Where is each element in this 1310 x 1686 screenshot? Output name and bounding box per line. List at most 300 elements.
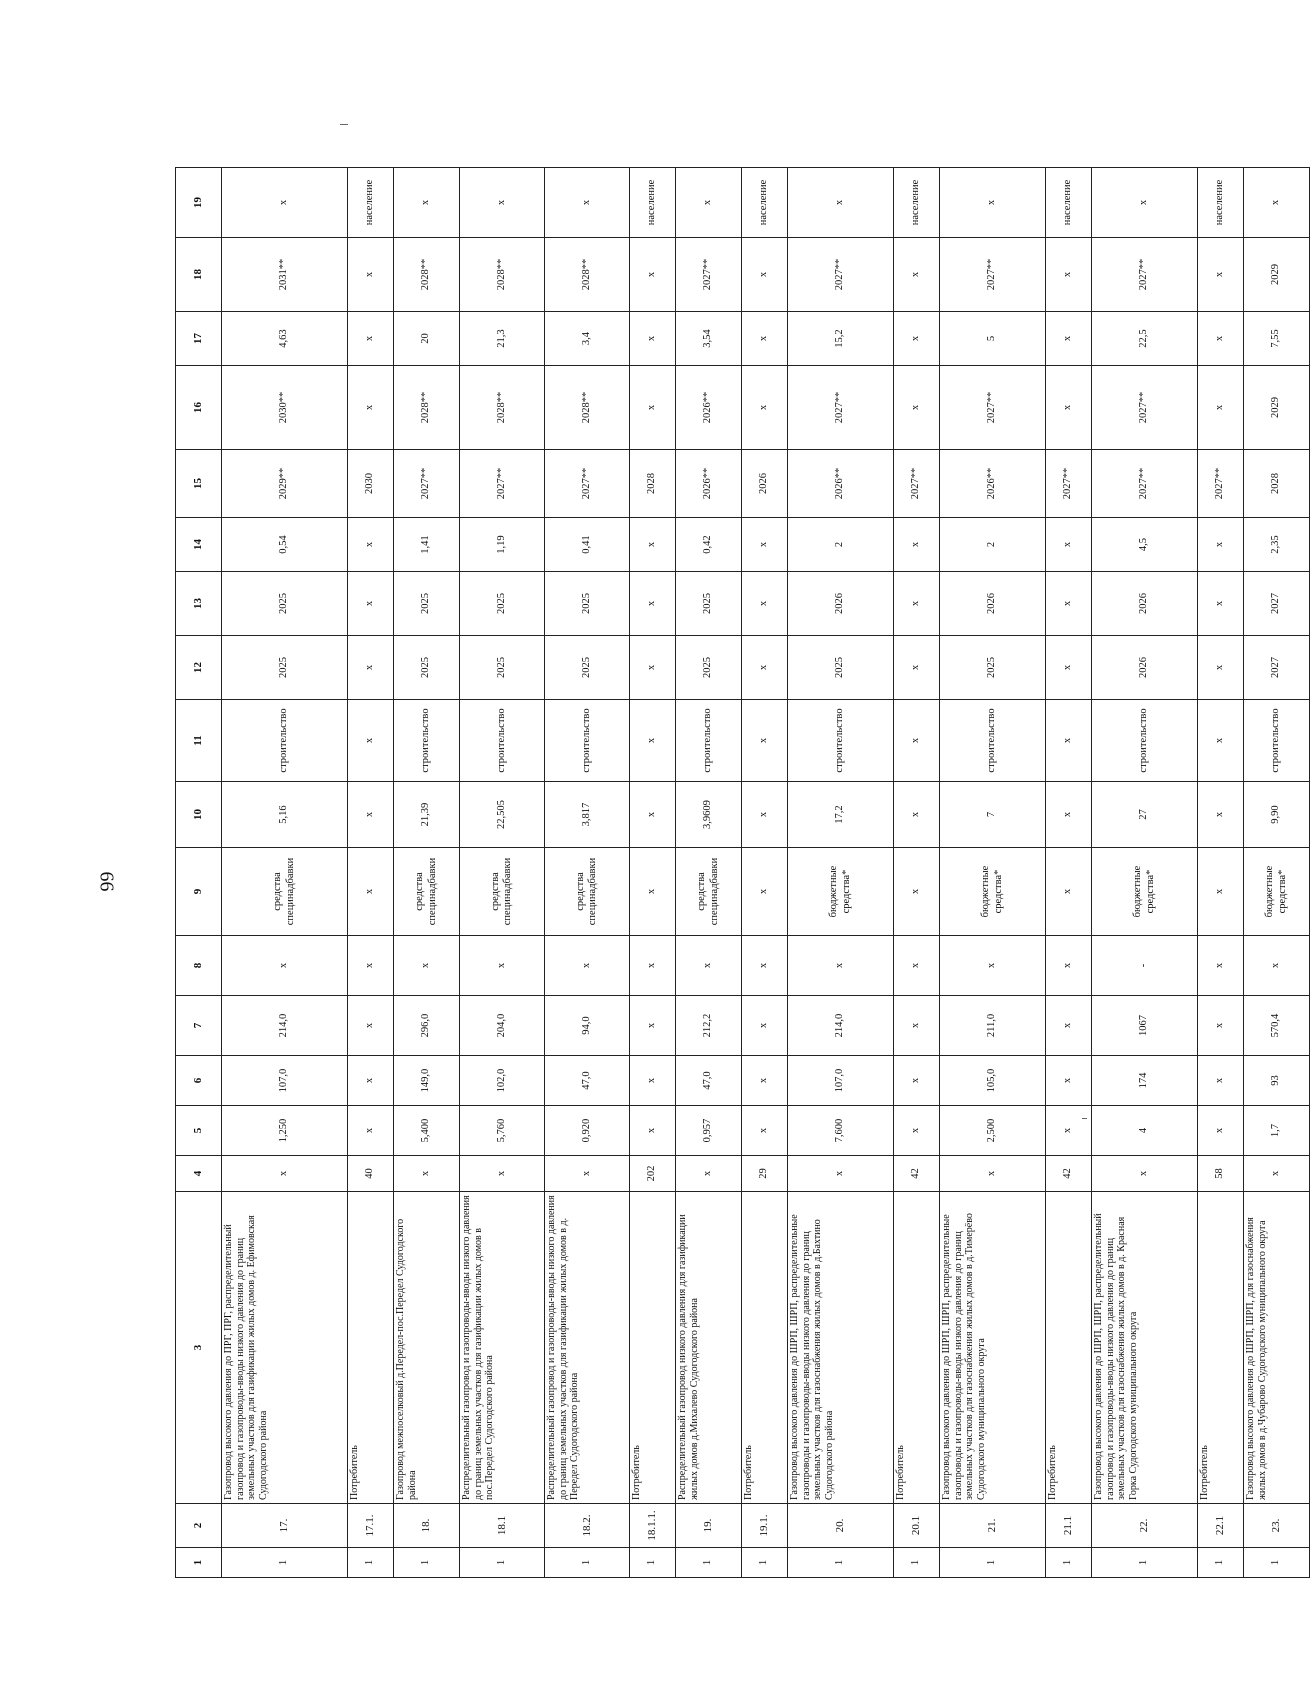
header-cell: 15 bbox=[176, 450, 222, 518]
table-cell: x bbox=[1198, 1056, 1244, 1106]
table-cell: 1 bbox=[940, 1548, 1046, 1578]
table-cell: 1,19 bbox=[460, 518, 545, 572]
table-cell: x bbox=[894, 1056, 940, 1106]
table-cell: x bbox=[348, 700, 394, 782]
table-cell: x bbox=[630, 700, 676, 782]
table-cell: x bbox=[894, 848, 940, 936]
table-cell: x bbox=[894, 366, 940, 450]
table-cell: Распределительный газопровод и газопроводы-вводы низкого давления до границ земельных участков для газификации жилых домов в пос.Передел Судогодского района bbox=[460, 1192, 545, 1504]
table-cell: 17. bbox=[222, 1504, 348, 1548]
table-cell: x bbox=[348, 848, 394, 936]
table-cell: x bbox=[630, 996, 676, 1056]
table-cell: население bbox=[630, 168, 676, 238]
header-cell: 4 bbox=[176, 1156, 222, 1192]
table-row bbox=[1092, 168, 1198, 1578]
table-cell: 2025 bbox=[394, 636, 460, 700]
table-cell: 2027** bbox=[1092, 450, 1198, 518]
table-cell: 2 bbox=[788, 518, 894, 572]
table-cell: 149,0 bbox=[394, 1056, 460, 1106]
table-cell: x bbox=[1198, 518, 1244, 572]
table-cell: x bbox=[1046, 518, 1092, 572]
table-cell: x bbox=[742, 636, 788, 700]
table-row bbox=[460, 168, 545, 1578]
table-cell: 1 bbox=[1092, 1548, 1198, 1578]
table-row bbox=[1046, 168, 1092, 1578]
table-cell: x bbox=[894, 996, 940, 1056]
table-cell: x bbox=[742, 1106, 788, 1156]
table-cell: 2025 bbox=[676, 636, 742, 700]
table-cell: x bbox=[1198, 700, 1244, 782]
table-cell: 1 bbox=[1198, 1548, 1244, 1578]
table-cell: Газопровод высокого давления до ПРГ, ПРГ, распределительный газопровод и газопроводы-вводы низкого давления до границ земельных участков для газификации жилых домов д. Ефимовская Судогодского района bbox=[222, 1192, 348, 1504]
table-cell: 29 bbox=[742, 1156, 788, 1192]
table-cell: 23. bbox=[1244, 1504, 1310, 1548]
table-cell: x bbox=[894, 700, 940, 782]
table-cell: Газопровод высокого давления до ШРП, ШРП, для газоснабжения жилых домов в д.Чубарово Судогодского муниципального округа bbox=[1244, 1192, 1310, 1504]
table-cell: 2027** bbox=[1198, 450, 1244, 518]
table-cell: Газопровод высокого давления до ШРП, ШРП, распределительные газопроводы и газопроводы-вводы низкого давления до границ земельных участков для газоснабжения жилых домов в д.Тимерёво Судогодского муниципального округа bbox=[940, 1192, 1046, 1504]
table-row bbox=[348, 168, 394, 1578]
table-cell: x bbox=[1092, 1156, 1198, 1192]
table-cell: 2027** bbox=[940, 366, 1046, 450]
table-cell: 15,2 bbox=[788, 312, 894, 366]
table-cell: 2028** bbox=[394, 366, 460, 450]
table-cell: 202 bbox=[630, 1156, 676, 1192]
table-cell: 7 bbox=[940, 782, 1046, 848]
table-cell: 42 bbox=[894, 1156, 940, 1192]
table-cell: 18.1 bbox=[460, 1504, 545, 1548]
table-cell: x bbox=[742, 312, 788, 366]
table-cell: 18. bbox=[394, 1504, 460, 1548]
table-cell: средства специнадбавки bbox=[394, 848, 460, 936]
table-cell: 204,0 bbox=[460, 996, 545, 1056]
table-cell: 1 bbox=[460, 1548, 545, 1578]
table-cell: x bbox=[1198, 238, 1244, 312]
table-cell: x bbox=[394, 936, 460, 996]
table-cell: 2027 bbox=[1244, 636, 1310, 700]
table-cell: 2026 bbox=[940, 572, 1046, 636]
table-cell: 27 bbox=[1092, 782, 1198, 848]
table-cell: x bbox=[894, 238, 940, 312]
table-cell: x bbox=[940, 936, 1046, 996]
table-cell: x bbox=[1046, 238, 1092, 312]
table-cell: 17.1. bbox=[348, 1504, 394, 1548]
table-cell: средства специнадбавки bbox=[460, 848, 545, 936]
header-cell: 2 bbox=[176, 1504, 222, 1548]
table-cell: x bbox=[460, 1156, 545, 1192]
table-cell: x bbox=[1046, 636, 1092, 700]
table-cell: 2030** bbox=[222, 366, 348, 450]
table-cell: x bbox=[630, 366, 676, 450]
table-cell: 20 bbox=[394, 312, 460, 366]
table-cell: 2027** bbox=[788, 366, 894, 450]
table-cell: Газопровод межпоселковый д.Передел-пос.Передел Судогодского района bbox=[394, 1192, 460, 1504]
table-cell: 2025 bbox=[394, 572, 460, 636]
table-cell: 58 bbox=[1198, 1156, 1244, 1192]
table-cell: Потребитель bbox=[1046, 1192, 1092, 1504]
table-cell: x bbox=[894, 312, 940, 366]
table-cell: x bbox=[894, 782, 940, 848]
table-cell: 3,817 bbox=[545, 782, 630, 848]
table-cell: 1 bbox=[394, 1548, 460, 1578]
table-cell: 2027** bbox=[676, 238, 742, 312]
table-cell: 214,0 bbox=[222, 996, 348, 1056]
table-cell: x bbox=[788, 168, 894, 238]
table-cell: 7,600 bbox=[788, 1106, 894, 1156]
table-cell: строительство bbox=[545, 700, 630, 782]
table-cell: 2 bbox=[940, 518, 1046, 572]
table-cell: строительство bbox=[676, 700, 742, 782]
table-cell: Газопровод высокого давления до ШРП, ШРП, распределительные газопроводы и газопроводы-вводы низкого давления до границ земельных участков для газоснабжения жилых домов в д.Бахтино Судогодского района bbox=[788, 1192, 894, 1504]
table-cell: x bbox=[742, 782, 788, 848]
gasification-table bbox=[175, 167, 1310, 1578]
table-cell: 17,2 bbox=[788, 782, 894, 848]
table-cell: 0,42 bbox=[676, 518, 742, 572]
table-cell: Распределительный газопровод и газопроводы-вводы низкого давления до границ земельных участков для газификации жилых домов в д. Передел Судогодского района bbox=[545, 1192, 630, 1504]
table-cell: строительство bbox=[1092, 700, 1198, 782]
table-cell: x bbox=[348, 996, 394, 1056]
header-cell: 16 bbox=[176, 366, 222, 450]
table-cell: 107,0 bbox=[788, 1056, 894, 1106]
table-cell: 40 bbox=[348, 1156, 394, 1192]
table-cell: x bbox=[894, 518, 940, 572]
table-cell: x bbox=[348, 636, 394, 700]
header-cell: 19 bbox=[176, 168, 222, 238]
table-cell: 2027** bbox=[394, 450, 460, 518]
table-cell: x bbox=[1046, 1056, 1092, 1106]
table-cell: 22.1 bbox=[1198, 1504, 1244, 1548]
table-cell: Потребитель bbox=[1198, 1192, 1244, 1504]
table-cell: 2026** bbox=[676, 450, 742, 518]
table-cell: 4,5 bbox=[1092, 518, 1198, 572]
table-cell: 1 bbox=[545, 1548, 630, 1578]
table-cell: строительство bbox=[940, 700, 1046, 782]
header-cell: 3 bbox=[176, 1192, 222, 1504]
table-cell: 2026** bbox=[940, 450, 1046, 518]
table-cell: 2026 bbox=[742, 450, 788, 518]
table-cell: x bbox=[1244, 168, 1310, 238]
table-cell: x bbox=[348, 936, 394, 996]
table-cell: x bbox=[630, 1106, 676, 1156]
table-cell: население bbox=[1046, 168, 1092, 238]
table-cell: x bbox=[1046, 366, 1092, 450]
header-cell: 14 bbox=[176, 518, 222, 572]
table-cell: x bbox=[788, 936, 894, 996]
table-cell: средства специнадбавки bbox=[545, 848, 630, 936]
table-cell: x bbox=[545, 1156, 630, 1192]
table-cell: x bbox=[222, 168, 348, 238]
table-cell: 2026 bbox=[788, 572, 894, 636]
table-cell: средства специнадбавки bbox=[222, 848, 348, 936]
table-cell: x bbox=[630, 238, 676, 312]
table-cell: x bbox=[630, 572, 676, 636]
header-cell: 5 bbox=[176, 1106, 222, 1156]
table-cell: 20.1 bbox=[894, 1504, 940, 1548]
table-cell: 0,920 bbox=[545, 1106, 630, 1156]
table-row bbox=[676, 168, 742, 1578]
table-cell: 18.2. bbox=[545, 1504, 630, 1548]
table-cell: 42 bbox=[1046, 1156, 1092, 1192]
table-cell: x bbox=[1198, 366, 1244, 450]
table-cell: 21,39 bbox=[394, 782, 460, 848]
table-cell: 214,0 bbox=[788, 996, 894, 1056]
table-cell: x bbox=[1198, 636, 1244, 700]
table-cell: x bbox=[1198, 572, 1244, 636]
table-cell: x bbox=[742, 996, 788, 1056]
table-cell: 5,400 bbox=[394, 1106, 460, 1156]
table-cell: x bbox=[545, 168, 630, 238]
table-cell: 1067 bbox=[1092, 996, 1198, 1056]
table-cell: 22,5 bbox=[1092, 312, 1198, 366]
table-cell: 296,0 bbox=[394, 996, 460, 1056]
table-cell: 1 bbox=[742, 1548, 788, 1578]
table-cell: x bbox=[940, 168, 1046, 238]
table-cell: x bbox=[1046, 700, 1092, 782]
table-cell: 212,2 bbox=[676, 996, 742, 1056]
table-cell: население bbox=[894, 168, 940, 238]
table-cell: 21,3 bbox=[460, 312, 545, 366]
table-cell: x bbox=[1046, 1106, 1092, 1156]
table-cell: x bbox=[460, 936, 545, 996]
header-cell: 8 bbox=[176, 936, 222, 996]
table-cell: 2028** bbox=[394, 238, 460, 312]
table-cell: 4 bbox=[1092, 1106, 1198, 1156]
table-cell: 7,55 bbox=[1244, 312, 1310, 366]
table-cell: x bbox=[676, 168, 742, 238]
table-cell: x bbox=[940, 1156, 1046, 1192]
table-cell: 2025 bbox=[222, 636, 348, 700]
table-cell: x bbox=[742, 518, 788, 572]
table-row bbox=[394, 168, 460, 1578]
table-cell: x bbox=[348, 782, 394, 848]
table-cell: 2027** bbox=[894, 450, 940, 518]
table-cell: x bbox=[348, 312, 394, 366]
header-cell: 13 bbox=[176, 572, 222, 636]
table-cell: x bbox=[348, 238, 394, 312]
table-cell: x bbox=[545, 936, 630, 996]
table-row bbox=[222, 168, 348, 1578]
table-cell: 2031** bbox=[222, 238, 348, 312]
table-row bbox=[788, 168, 894, 1578]
table-cell: x bbox=[676, 936, 742, 996]
table-cell: 107,0 bbox=[222, 1056, 348, 1106]
table-cell: строительство bbox=[394, 700, 460, 782]
table-cell: Потребитель bbox=[348, 1192, 394, 1504]
table-cell: 22,505 bbox=[460, 782, 545, 848]
table-cell: 2027** bbox=[940, 238, 1046, 312]
table-cell: x bbox=[1046, 996, 1092, 1056]
table-cell: 2025 bbox=[460, 636, 545, 700]
table-cell: x bbox=[460, 168, 545, 238]
table-cell: 94,0 bbox=[545, 996, 630, 1056]
table-cell: 2027** bbox=[788, 238, 894, 312]
table-cell: 2028** bbox=[545, 366, 630, 450]
table-cell: x bbox=[894, 1106, 940, 1156]
table-cell: 105,0 bbox=[940, 1056, 1046, 1106]
table-cell: 2027** bbox=[545, 450, 630, 518]
table-cell: 2027 bbox=[1244, 572, 1310, 636]
table-cell: население bbox=[348, 168, 394, 238]
table-row bbox=[894, 168, 940, 1578]
table-cell: 1 bbox=[348, 1548, 394, 1578]
table-cell: бюджетные средства* bbox=[940, 848, 1046, 936]
table-cell: x bbox=[394, 1156, 460, 1192]
header-cell: 18 bbox=[176, 238, 222, 312]
table-cell: 2029 bbox=[1244, 238, 1310, 312]
table-cell: 2025 bbox=[788, 636, 894, 700]
table-cell: 5,760 bbox=[460, 1106, 545, 1156]
header-cell: 9 bbox=[176, 848, 222, 936]
table-cell: x bbox=[1198, 936, 1244, 996]
table-cell: 2,500 bbox=[940, 1106, 1046, 1156]
table-cell: 1 bbox=[788, 1548, 894, 1578]
table-cell: 174 bbox=[1092, 1056, 1198, 1106]
table-cell: 2027** bbox=[460, 450, 545, 518]
table-cell: x bbox=[348, 366, 394, 450]
table-cell: 2028** bbox=[545, 238, 630, 312]
table-cell: Потребитель bbox=[742, 1192, 788, 1504]
table-cell: x bbox=[742, 1056, 788, 1106]
table-cell: 2028 bbox=[1244, 450, 1310, 518]
header-cell: 10 bbox=[176, 782, 222, 848]
table-cell: 2025 bbox=[940, 636, 1046, 700]
table-cell: x bbox=[348, 518, 394, 572]
table-cell: x bbox=[1046, 572, 1092, 636]
margin-mark bbox=[340, 124, 348, 125]
header-row bbox=[176, 168, 222, 1578]
table-cell: x bbox=[1046, 312, 1092, 366]
table-cell: x bbox=[1244, 936, 1310, 996]
table-cell: 3,54 bbox=[676, 312, 742, 366]
table-cell: x bbox=[222, 936, 348, 996]
table-cell: x bbox=[742, 700, 788, 782]
table-cell: Распределительный газопровод низкого давления для газификации жилых домов д.Михалево Судогодского района bbox=[676, 1192, 742, 1504]
table-cell: 2027** bbox=[1046, 450, 1092, 518]
table-cell: 2025 bbox=[545, 636, 630, 700]
table-row bbox=[630, 168, 676, 1578]
table-row bbox=[1244, 168, 1310, 1578]
table-cell: x bbox=[630, 848, 676, 936]
table-cell: x bbox=[742, 238, 788, 312]
header-cell: 6 bbox=[176, 1056, 222, 1106]
table-row bbox=[940, 168, 1046, 1578]
table-cell: 0,957 bbox=[676, 1106, 742, 1156]
table-cell: 21. bbox=[940, 1504, 1046, 1548]
table-cell: x bbox=[1046, 848, 1092, 936]
table-cell: 2025 bbox=[676, 572, 742, 636]
table-cell: x bbox=[630, 782, 676, 848]
table-cell: 102,0 bbox=[460, 1056, 545, 1106]
header-cell: 1 bbox=[176, 1548, 222, 1578]
table-cell: 18.1.1. bbox=[630, 1504, 676, 1548]
header-cell: 11 bbox=[176, 700, 222, 782]
table-cell: 93 bbox=[1244, 1056, 1310, 1106]
table-cell: 21.1 bbox=[1046, 1504, 1092, 1548]
table-cell: x bbox=[348, 1106, 394, 1156]
table-cell: x bbox=[676, 1156, 742, 1192]
table-cell: 20. bbox=[788, 1504, 894, 1548]
table-cell: 2027** bbox=[1092, 366, 1198, 450]
table-row bbox=[1198, 168, 1244, 1578]
table-cell: 2028** bbox=[460, 366, 545, 450]
table-cell: x bbox=[1198, 1106, 1244, 1156]
table-cell: x bbox=[1198, 996, 1244, 1056]
table-cell: 0,41 bbox=[545, 518, 630, 572]
header-cell: 7 bbox=[176, 996, 222, 1056]
table-cell: население bbox=[742, 168, 788, 238]
table-cell: x bbox=[348, 572, 394, 636]
table-cell: 2028 bbox=[630, 450, 676, 518]
table-cell: x bbox=[1046, 936, 1092, 996]
table-cell: бюджетные средства* bbox=[1092, 848, 1198, 936]
table-cell: бюджетные средства* bbox=[1244, 848, 1310, 936]
table-cell: 3,4 bbox=[545, 312, 630, 366]
table-cell: 1 bbox=[222, 1548, 348, 1578]
table-cell: 2030 bbox=[348, 450, 394, 518]
table-cell: 0,54 bbox=[222, 518, 348, 572]
table-cell: 2026 bbox=[1092, 572, 1198, 636]
table-cell: x bbox=[742, 572, 788, 636]
table-cell: строительство bbox=[788, 700, 894, 782]
table-cell: 5,16 bbox=[222, 782, 348, 848]
table-cell: строительство bbox=[1244, 700, 1310, 782]
table-cell: x bbox=[742, 936, 788, 996]
table-cell: x bbox=[742, 848, 788, 936]
table-body bbox=[176, 168, 1310, 1578]
table-row bbox=[742, 168, 788, 1578]
table-cell: 2,35 bbox=[1244, 518, 1310, 572]
table-cell: - bbox=[1092, 936, 1198, 996]
rotated-table-area bbox=[175, 168, 1288, 1578]
table-cell: x bbox=[742, 366, 788, 450]
table-cell: x bbox=[1198, 848, 1244, 936]
table-cell: 2027** bbox=[1092, 238, 1198, 312]
table-cell: x bbox=[394, 168, 460, 238]
table-cell: x bbox=[788, 1156, 894, 1192]
table-cell: 2025 bbox=[460, 572, 545, 636]
table-cell: x bbox=[1046, 782, 1092, 848]
table-cell: 2028** bbox=[460, 238, 545, 312]
table-cell: 5 bbox=[940, 312, 1046, 366]
table-cell: 2029** bbox=[222, 450, 348, 518]
table-cell: 2026** bbox=[676, 366, 742, 450]
table-cell: 1,41 bbox=[394, 518, 460, 572]
table-cell: 570,4 bbox=[1244, 996, 1310, 1056]
table-cell: 1 bbox=[1046, 1548, 1092, 1578]
table-cell: x bbox=[1198, 782, 1244, 848]
table-cell: 4,63 bbox=[222, 312, 348, 366]
table-cell: x bbox=[630, 518, 676, 572]
table-cell: 211,0 bbox=[940, 996, 1046, 1056]
table-cell: строительство bbox=[222, 700, 348, 782]
table-cell: 1 bbox=[894, 1548, 940, 1578]
table-cell: x bbox=[894, 936, 940, 996]
table-cell: 47,0 bbox=[545, 1056, 630, 1106]
table-row bbox=[545, 168, 630, 1578]
table-cell: Потребитель bbox=[630, 1192, 676, 1504]
table-cell: 2025 bbox=[222, 572, 348, 636]
table-cell: 19.1. bbox=[742, 1504, 788, 1548]
table-cell: x bbox=[1092, 168, 1198, 238]
table-cell: население bbox=[1198, 168, 1244, 238]
table-cell: x bbox=[894, 572, 940, 636]
table-cell: 1,250 bbox=[222, 1106, 348, 1156]
table-cell: Потребитель bbox=[894, 1192, 940, 1504]
table-cell: 1 bbox=[630, 1548, 676, 1578]
table-cell: x bbox=[1244, 1156, 1310, 1192]
table-cell: 19. bbox=[676, 1504, 742, 1548]
table-cell: x bbox=[630, 312, 676, 366]
